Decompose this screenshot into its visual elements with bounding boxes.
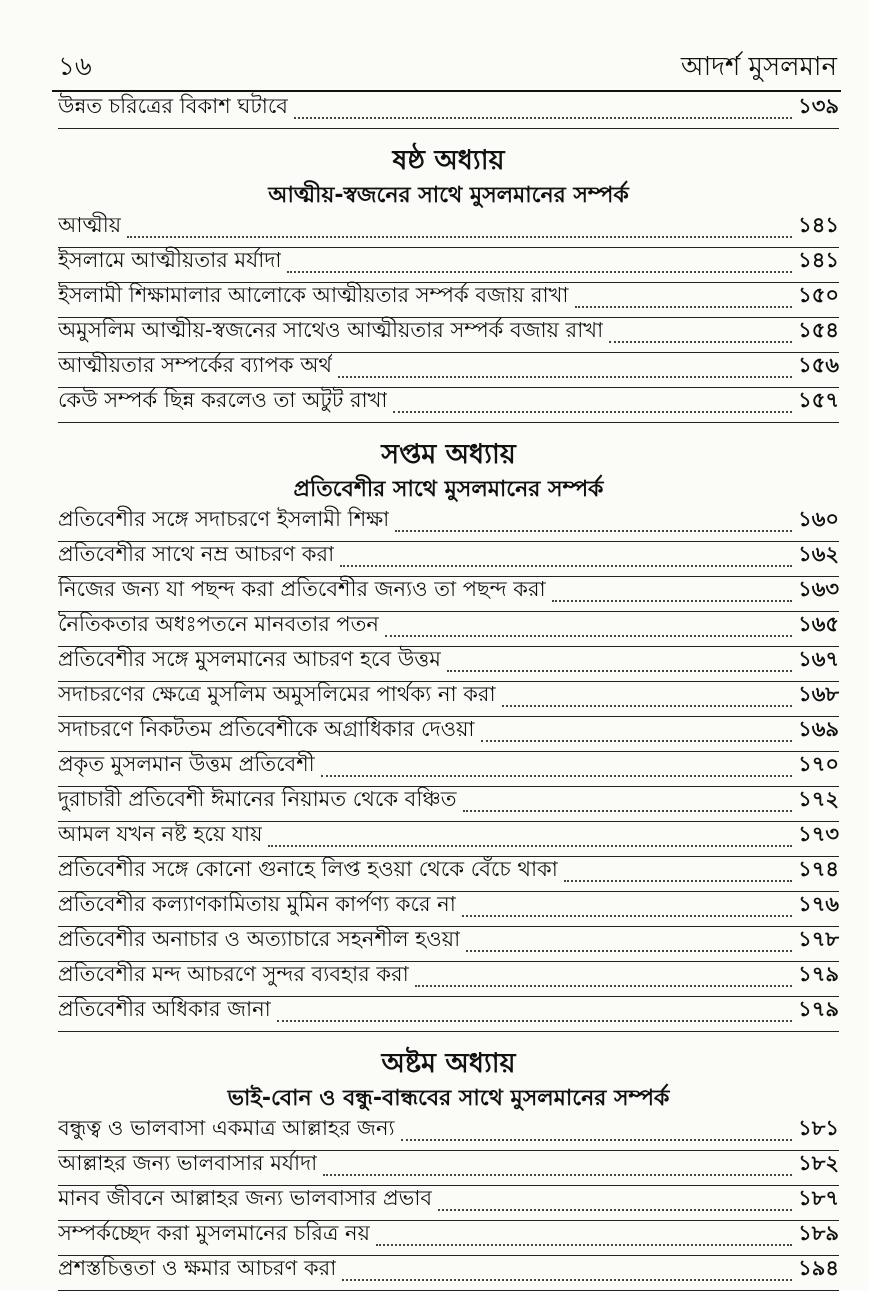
toc-entry-page: ১৮১ xyxy=(798,1116,839,1140)
dot-leader xyxy=(395,530,792,532)
dot-leader xyxy=(376,1244,792,1246)
toc-entry-page: ১৮২ xyxy=(798,1151,839,1175)
toc-entry-title: প্রতিবেশীর অনাচার ও অত্যাচারে সহনশীল হওয়া xyxy=(58,927,461,951)
toc-entry-title: ইসলামী শিক্ষামালার আলোকে আত্মীয়তার সম্পর্ক বজায় রাখা xyxy=(58,283,569,307)
toc-entry-title: প্রতিবেশীর সঙ্গে কোনো গুনাহে লিপ্ত হওয়া থেকে বেঁচে থাকা xyxy=(58,857,558,881)
toc-entry xyxy=(58,927,839,962)
toc-entry xyxy=(58,213,839,248)
chapter-title: ষষ্ঠ অধ্যায় xyxy=(392,145,505,176)
toc-entry-title: প্রতিবেশীর অধিকার জানা xyxy=(58,997,271,1021)
toc-entry xyxy=(58,1151,839,1186)
toc-entry-page: ১৫০ xyxy=(798,283,839,307)
toc-entry-title: আমল যখন নষ্ট হয়ে যায় xyxy=(58,822,263,846)
dot-leader xyxy=(287,271,792,273)
toc-entry-page: ১৫৭ xyxy=(798,388,839,412)
toc-entry xyxy=(58,1116,839,1151)
toc-entry-title: আত্মীয় xyxy=(58,213,122,237)
chapter-subtitle: ভাই-বোন ও বন্ধু-বান্ধবের সাথে মুসলমানের সম্পর্ক xyxy=(227,1086,670,1111)
dot-leader xyxy=(462,915,792,917)
dot-leader xyxy=(338,376,792,378)
chapter-subtitle: প্রতিবেশীর সাথে মুসলমানের সম্পর্ক xyxy=(293,477,604,502)
toc-entry xyxy=(58,682,839,717)
dot-leader xyxy=(552,600,792,602)
toc-entry xyxy=(58,787,839,822)
toc-entry-page: ১৪১ xyxy=(798,248,839,272)
toc-entry xyxy=(58,94,839,129)
chapter-heading xyxy=(58,423,839,507)
dot-leader xyxy=(438,1209,792,1211)
table-of-contents xyxy=(58,94,839,1291)
running-title: আদর্শ মুসলমান xyxy=(680,52,837,82)
toc-entry-page: ১৭২ xyxy=(798,787,839,811)
dot-leader xyxy=(127,236,792,238)
chapter-heading xyxy=(58,1032,839,1116)
toc-entry-page: ১৮৯ xyxy=(798,1221,839,1245)
toc-entry-page: ১৩৯ xyxy=(798,94,839,118)
dot-leader xyxy=(401,1139,793,1141)
toc-entry-title: প্রশস্তচিত্ততা ও ক্ষমার আচরণ করা xyxy=(58,1256,337,1280)
toc-entry-page: ১৬৭ xyxy=(798,647,839,671)
dot-leader xyxy=(321,775,792,777)
toc-entry xyxy=(58,752,839,787)
toc-entry xyxy=(58,507,839,542)
toc-entry-title: প্রকৃত মুসলমান উত্তম প্রতিবেশী xyxy=(58,752,315,776)
toc-entry-title: নৈতিকতার অধঃপতনে মানবতার পতন xyxy=(58,612,379,636)
toc-entry-title: দুরাচারী প্রতিবেশী ঈমানের নিয়ামত থেকে বঞ্চিত xyxy=(58,787,457,811)
dot-leader xyxy=(268,845,792,847)
toc-entry-title: অমুসলিম আত্মীয়-স্বজনের সাথেও আত্মীয়তার সম্পর্ক বজায় রাখা xyxy=(58,318,604,342)
toc-entry-title: ইসলামে আত্মীয়তার মর্যাদা xyxy=(58,248,282,272)
toc-entry xyxy=(58,612,839,647)
toc-entry-title: প্রতিবেশীর মন্দ আচরণে সুন্দর ব্যবহার করা xyxy=(58,962,409,986)
dot-leader xyxy=(466,950,792,952)
dot-leader xyxy=(277,1020,792,1022)
toc-entry-page: ১৭৩ xyxy=(798,822,839,846)
toc-entry-page: ১৬৫ xyxy=(798,612,839,636)
page-header xyxy=(52,40,841,92)
toc-entry xyxy=(58,857,839,892)
toc-entry-title: কেউ সম্পর্ক ছিন্ন করলেও তা অটুট রাখা xyxy=(58,388,388,412)
toc-entry-page: ১৫৬ xyxy=(798,353,839,377)
toc-entry-title: প্রতিবেশীর সঙ্গে মুসলমানের আচরণ হবে উত্তম xyxy=(58,647,441,671)
toc-entry xyxy=(58,647,839,682)
dot-leader xyxy=(342,1279,792,1281)
dot-leader xyxy=(393,411,792,413)
dot-leader xyxy=(564,880,792,882)
toc-entry-page: ১৮৭ xyxy=(798,1186,839,1210)
dot-leader xyxy=(463,810,793,812)
toc-entry xyxy=(58,1256,839,1291)
toc-entry-page: ১৭৯ xyxy=(798,962,839,986)
toc-entry-title: সদাচরণে নিকটতম প্রতিবেশীকে অগ্রাধিকার দেওয়া xyxy=(58,717,475,741)
dot-leader xyxy=(415,985,792,987)
toc-entry-title: আল্লাহর জন্য ভালবাসার মর্যাদা xyxy=(58,1151,318,1175)
chapter-subtitle: আত্মীয়-স্বজনের সাথে মুসলমানের সম্পর্ক xyxy=(268,183,629,208)
toc-entry xyxy=(58,542,839,577)
toc-entry-page: ১৪১ xyxy=(798,213,839,237)
toc-entry-title: উন্নত চরিত্রের বিকাশ ঘটাবে xyxy=(58,94,288,118)
chapter-heading xyxy=(58,129,839,213)
toc-entry xyxy=(58,577,839,612)
toc-entry-title: মানব জীবনে আল্লাহর জন্য ভালবাসার প্রভাব xyxy=(58,1186,433,1210)
toc-entry xyxy=(58,892,839,927)
dot-leader xyxy=(323,1174,792,1176)
toc-entry xyxy=(58,1186,839,1221)
toc-entry xyxy=(58,283,839,318)
chapter-title: সপ্তম অধ্যায় xyxy=(381,439,516,470)
toc-entry-page: ১৬০ xyxy=(798,507,839,531)
toc-entry xyxy=(58,822,839,857)
toc-entry-page: ১৭৬ xyxy=(798,892,839,916)
toc-entry-page: ১৭৪ xyxy=(798,857,839,881)
page-number: ১৬ xyxy=(58,52,92,82)
dot-leader xyxy=(340,565,792,567)
toc-entry-title: বন্ধুত্ব ও ভালবাসা একমাত্র আল্লাহর জন্য xyxy=(58,1116,395,1140)
toc-entry xyxy=(58,388,839,423)
toc-entry-title: প্রতিবেশীর কল্যাণকামিতায় মুমিন কার্পণ্য করে না xyxy=(58,892,456,916)
toc-entry-page: ১৫৪ xyxy=(798,318,839,342)
toc-entry-title: প্রতিবেশীর সঙ্গে সদাচরণে ইসলামী শিক্ষা xyxy=(58,507,390,531)
toc-entry-page: ১৬৮ xyxy=(798,682,839,706)
dot-leader xyxy=(575,306,793,308)
toc-entry-page: ১৯৪ xyxy=(798,1256,839,1280)
toc-entry xyxy=(58,318,839,353)
toc-entry xyxy=(58,248,839,283)
toc-entry-title: সম্পর্কচ্ছেদ করা মুসলমানের চরিত্র নয় xyxy=(58,1221,370,1245)
toc-entry xyxy=(58,997,839,1032)
dot-leader xyxy=(447,670,792,672)
toc-entry xyxy=(58,353,839,388)
toc-entry xyxy=(58,1221,839,1256)
toc-entry xyxy=(58,717,839,752)
toc-entry-page: ১৬৩ xyxy=(798,577,839,601)
toc-entry-title: আত্মীয়তার সম্পর্কের ব্যাপক অর্থ xyxy=(58,353,333,377)
toc-entry-page: ১৭০ xyxy=(798,752,839,776)
toc-entry-page: ১৬৯ xyxy=(798,717,839,741)
dot-leader xyxy=(502,705,793,707)
dot-leader xyxy=(294,117,792,119)
toc-entry-title: সদাচরণের ক্ষেত্রে মুসলিম অমুসলিমের পার্থক্য না করা xyxy=(58,682,496,706)
toc-entry-page: ১৭৮ xyxy=(798,927,839,951)
dot-leader xyxy=(385,635,792,637)
toc-entry-title: নিজের জন্য যা পছন্দ করা প্রতিবেশীর জন্যও তা পছন্দ করা xyxy=(58,577,546,601)
toc-entry-title: প্রতিবেশীর সাথে নম্র আচরণ করা xyxy=(58,542,335,566)
dot-leader xyxy=(481,740,793,742)
toc-entry-page: ১৬২ xyxy=(798,542,839,566)
toc-entry-page: ১৭৯ xyxy=(798,997,839,1021)
toc-entry xyxy=(58,962,839,997)
dot-leader xyxy=(609,341,792,343)
chapter-title: অষ্টম অধ্যায় xyxy=(381,1048,516,1079)
